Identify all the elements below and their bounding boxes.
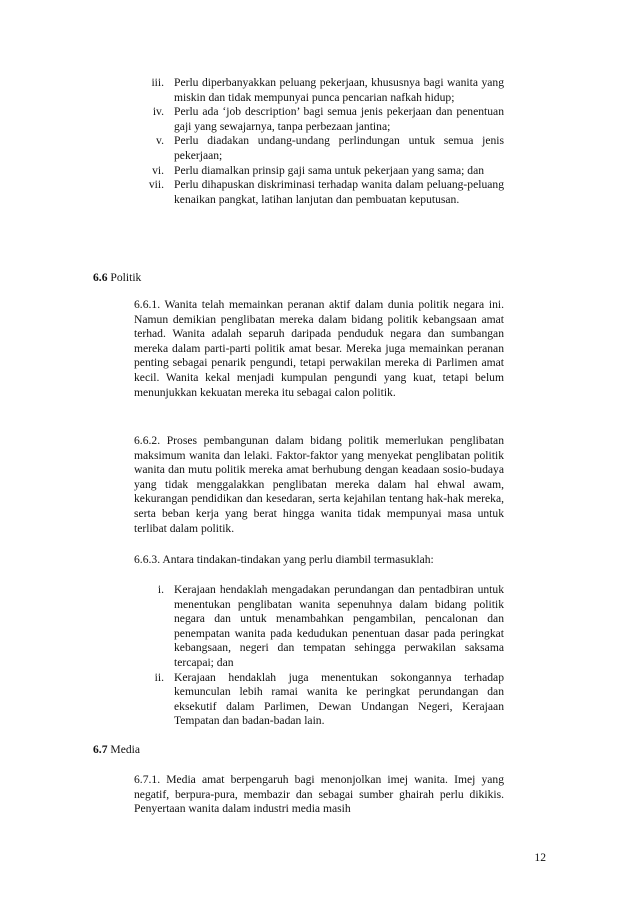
list-item-text: Perlu diadakan undang-undang perlindungan untuk semua jenis pekerjaan;: [174, 134, 504, 162]
list-item: [130, 178, 504, 207]
section-title: Politik: [110, 271, 142, 284]
list-item-number: vii.: [148, 178, 164, 192]
list-item-text: Perlu diperbanyakkan peluang pekerjaan, khususnya bagi wanita yang miskin dan tidak mempunyai punca pencarian nafkah hidup;: [174, 76, 504, 104]
list-item-number: i.: [157, 583, 164, 596]
list-item-text: Perlu diamalkan prinsip gaji sama untuk pekerjaan yang sama; dan: [174, 163, 485, 177]
list-item-text: Perlu ada ‘job description’ bagi semua jenis pekerjaan dan penentuan gaji yang sewajarnya, tanpa perbezaan jantina;: [174, 105, 504, 133]
list-item-number: v.: [156, 134, 164, 148]
list-item: [130, 105, 504, 134]
list-item: [130, 583, 504, 671]
recommendation-list-6-6-3: [130, 583, 504, 729]
paragraph-6-7-1: 6.7.1. Media amat berpengaruh bagi menonjolkan imej wanita. Imej yang negatif, berpura-pura, membazir dan sebagai sumber ghairah perlu dikikis. Penyertaan wanita dalam industri media masih: [134, 773, 504, 816]
section-heading-media: [93, 743, 140, 758]
page-number: 12: [534, 851, 546, 864]
section-number: 6.7: [93, 743, 108, 756]
list-item-text: Perlu dihapuskan diskriminasi terhadap wanita dalam peluang-peluang kenaikan pangkat, latihan lanjutan dan pembuatan keputusan.: [174, 178, 504, 206]
list-item: [130, 76, 504, 105]
list-item-number: iii.: [151, 76, 164, 89]
list-item: [130, 164, 504, 179]
list-item-number: ii.: [154, 670, 164, 684]
section-number: 6.6: [93, 271, 108, 284]
paragraph-6-6-2: 6.6.2. Proses pembangunan dalam bidang politik memerlukan penglibatan maksimum wanita dan lelaki. Faktor-faktor yang menyekat penglibatan politik wanita dan mutu politik mereka amat berhubung dengan keadaan sosio-budaya yang tidak menggalakkan penglibatan mereka dalam hal ehwal awam, kekurangan pendidikan dan kesedaran, serta kejahilan tentang hak-hak mereka, serta beban kerja yang berat hingga wanita tidak mempunyai masa untuk terlibat dalam politik.: [134, 434, 504, 535]
paragraph-6-6-3: 6.6.3. Antara tindakan-tindakan yang perlu diambil termasuklah:: [134, 553, 434, 566]
list-item: [130, 134, 504, 163]
list-item: [130, 671, 504, 729]
list-item-number: vi.: [152, 163, 164, 177]
paragraph-6-6-1: 6.6.1. Wanita telah memainkan peranan aktif dalam dunia politik negara ini. Namun demikian penglibatan mereka dalam bidang politik kebangsaan amat terhad. Wanita adalah separuh daripada penduduk negara dan sumbangan mereka dalam parti-parti politik amat besar. Mereka juga memainkan peranan penting sebagai penarik pengundi, tetapi perwakilan mereka di Parlimen amat kecil. Wanita kekal menjadi kumpulan pengundi yang kuat, tetapi belum menunjukkan kekuatan mereka itu sebagai calon politik.: [134, 298, 504, 399]
section-heading-politik: [93, 271, 141, 286]
list-item-text: Kerajaan hendaklah mengadakan perundangan dan pentadbiran untuk menentukan penglibatan wanita sepenuhnya dalam bidang politik negara dan untuk menambahkan pengambilan, pencalonan dan penempatan wanita pada kedudukan penentuan dasar pada peringkat kebangsaan, negeri dan tempatan sehingga perwakilan saksama tercapai; dan: [174, 583, 504, 669]
recommendation-list-top: [130, 76, 504, 207]
list-item-text: Kerajaan hendaklah juga menentukan sokongannya terhadap kemunculan lebih ramai wanita ke peringkat perundangan dan eksekutif dalam Parlimen, Dewan Undangan Negeri, Kerajaan Tempatan dan badan-badan lain.: [174, 670, 504, 728]
list-item-number: iv.: [152, 105, 164, 119]
section-title: Media: [110, 743, 141, 756]
